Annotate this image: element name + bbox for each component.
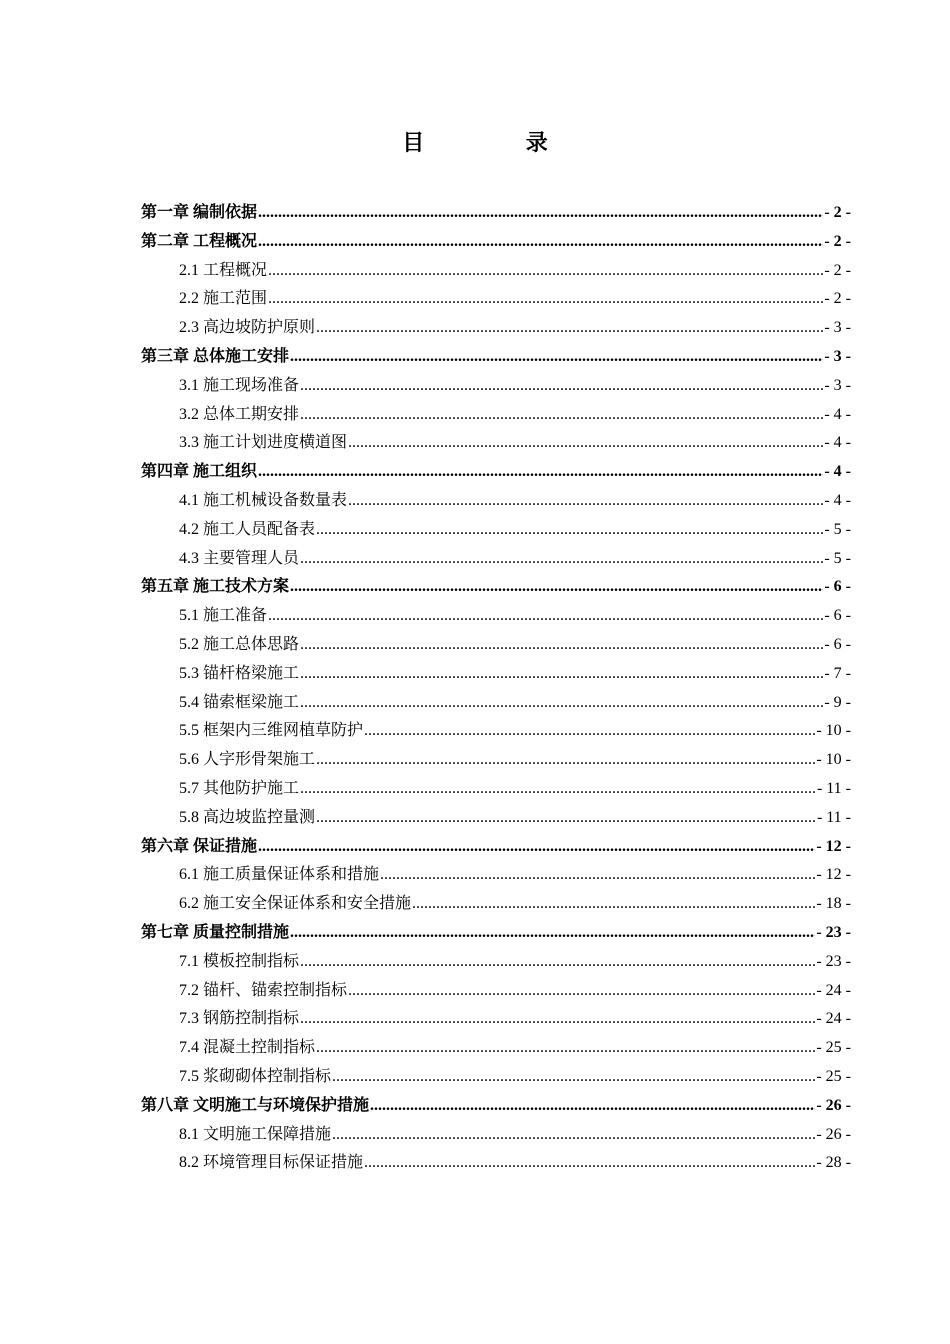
toc-section-entry[interactable]	[141, 401, 851, 430]
toc-entry-label: 第四章 施工组织	[141, 463, 258, 481]
toc-entry-label: 5.5 框架内三维网植草防护	[179, 722, 364, 740]
toc-section-entry[interactable]	[141, 487, 851, 516]
dot-leader	[258, 458, 823, 487]
toc-section-entry[interactable]	[141, 285, 851, 314]
toc-title: 目 录	[402, 130, 596, 155]
toc-page-number: - 25 -	[816, 1067, 851, 1085]
toc-page-number: - 11 -	[816, 779, 851, 797]
toc-page-number: - 7 -	[824, 664, 851, 682]
dot-leader	[332, 1063, 815, 1092]
toc-chapter-entry[interactable]	[141, 458, 851, 487]
toc-page-number: - 12 -	[816, 837, 851, 855]
dot-leader	[348, 977, 815, 1006]
toc-page-number: - 11 -	[816, 808, 851, 826]
toc-entry-label: 8.2 环境管理目标保证措施	[179, 1154, 364, 1172]
toc-page-number: - 18 -	[816, 895, 851, 913]
toc-page-number: - 6 -	[824, 607, 851, 625]
toc-chapter-entry[interactable]	[141, 343, 851, 372]
toc-page-number: - 10 -	[816, 751, 851, 769]
toc-entry-label: 2.1 工程概况	[179, 261, 268, 279]
toc-section-entry[interactable]	[141, 746, 851, 775]
toc-page-number: - 25 -	[816, 1039, 851, 1057]
dot-leader	[300, 372, 823, 401]
toc-section-entry[interactable]	[141, 257, 851, 286]
toc-page-number: - 3 -	[824, 347, 851, 365]
toc-page-number: - 3 -	[824, 376, 851, 394]
toc-entry-label: 5.4 锚索框梁施工	[179, 693, 300, 711]
toc-section-entry[interactable]	[141, 602, 851, 631]
dot-leader	[316, 804, 816, 833]
toc-section-entry[interactable]	[141, 1149, 851, 1178]
toc-section-entry[interactable]	[141, 660, 851, 689]
dot-leader	[268, 257, 823, 286]
toc-section-entry[interactable]	[141, 804, 851, 833]
table-of-contents	[141, 199, 851, 1178]
toc-entry-label: 5.2 施工总体思路	[179, 635, 300, 653]
dot-leader	[316, 1034, 815, 1063]
toc-page-number: - 23 -	[816, 923, 851, 941]
dot-leader	[290, 343, 823, 372]
toc-section-entry[interactable]	[141, 775, 851, 804]
toc-page-number: - 2 -	[824, 204, 851, 221]
toc-entry-label: 第八章 文明施工与环境保护措施	[141, 1096, 370, 1114]
toc-entry-label: 5.7 其他防护施工	[179, 779, 300, 797]
toc-page-number: - 24 -	[816, 1010, 851, 1028]
toc-page-number: - 23 -	[816, 952, 851, 970]
toc-chapter-entry[interactable]	[141, 228, 851, 257]
dot-leader	[316, 516, 823, 545]
dot-leader	[258, 199, 823, 228]
toc-section-entry[interactable]	[141, 429, 851, 458]
toc-page-number: - 2 -	[824, 290, 851, 308]
toc-entry-label: 7.2 锚杆、锚索控制指标	[179, 981, 348, 999]
dot-leader	[290, 919, 815, 948]
dot-leader	[316, 314, 823, 343]
toc-section-entry[interactable]	[141, 717, 851, 746]
toc-entry-label: 8.1 文明施工保障措施	[179, 1125, 332, 1143]
toc-page-number: - 26 -	[816, 1096, 851, 1114]
dot-leader	[300, 401, 823, 430]
dot-leader	[300, 689, 823, 718]
dot-leader	[380, 861, 815, 890]
dot-leader	[268, 602, 823, 631]
toc-entry-label: 4.1 施工机械设备数量表	[179, 491, 348, 509]
dot-leader	[364, 717, 815, 746]
toc-entry-label: 第三章 总体施工安排	[141, 347, 290, 365]
toc-entry-label: 3.2 总体工期安排	[179, 405, 300, 423]
toc-entry-label: 5.6 人字形骨架施工	[179, 751, 316, 769]
toc-page-number: - 28 -	[816, 1154, 851, 1172]
toc-chapter-entry[interactable]	[141, 919, 851, 948]
toc-page-number: - 5 -	[824, 520, 851, 538]
dot-leader	[300, 631, 823, 660]
toc-entry-label: 第五章 施工技术方案	[141, 578, 290, 596]
toc-section-entry[interactable]	[141, 516, 851, 545]
dot-leader	[300, 775, 816, 804]
toc-entry-label: 5.3 锚杆格梁施工	[179, 664, 300, 682]
toc-page-number: - 9 -	[824, 693, 851, 711]
toc-entry-label: 第一章 编制依据	[141, 204, 258, 221]
toc-section-entry[interactable]	[141, 861, 851, 890]
toc-section-entry[interactable]	[141, 1005, 851, 1034]
dot-leader	[412, 890, 815, 919]
toc-page-number: - 4 -	[824, 463, 851, 481]
toc-page-number: - 4 -	[824, 405, 851, 423]
toc-section-entry[interactable]	[141, 1121, 851, 1150]
dot-leader	[300, 660, 823, 689]
toc-page-number: - 5 -	[824, 549, 851, 567]
dot-leader	[290, 573, 823, 602]
toc-page-number: - 26 -	[816, 1125, 851, 1143]
toc-entry-label: 5.1 施工准备	[179, 607, 268, 625]
toc-page-number: - 6 -	[824, 635, 851, 653]
dot-leader	[364, 1149, 815, 1178]
toc-entry-label: 6.1 施工质量保证体系和措施	[179, 866, 380, 884]
dot-leader	[268, 285, 823, 314]
toc-page-number: - 10 -	[816, 722, 851, 740]
toc-section-entry[interactable]	[141, 1034, 851, 1063]
toc-page-number: - 12 -	[816, 866, 851, 884]
toc-page-number: - 2 -	[824, 232, 851, 250]
toc-entry-label: 4.2 施工人员配备表	[179, 520, 316, 538]
toc-section-entry[interactable]	[141, 631, 851, 660]
toc-page-number: - 3 -	[824, 319, 851, 337]
dot-leader	[258, 228, 823, 257]
toc-section-entry[interactable]	[141, 1063, 851, 1092]
dot-leader	[370, 1092, 815, 1121]
toc-page-number: - 4 -	[824, 491, 851, 509]
toc-section-entry[interactable]	[141, 372, 851, 401]
toc-entry-label: 7.5 浆砌砌体控制指标	[179, 1067, 332, 1085]
toc-entry-label: 第七章 质量控制措施	[141, 923, 290, 941]
toc-chapter-entry[interactable]	[141, 573, 851, 602]
toc-section-entry[interactable]	[141, 545, 851, 574]
toc-section-entry[interactable]	[141, 890, 851, 919]
toc-entry-label: 3.1 施工现场准备	[179, 376, 300, 394]
toc-chapter-entry[interactable]	[141, 833, 851, 862]
toc-entry-label: 第二章 工程概况	[141, 232, 258, 250]
dot-leader	[348, 429, 823, 458]
dot-leader	[300, 545, 823, 574]
toc-entry-label: 第六章 保证措施	[141, 837, 258, 855]
toc-entry-label: 6.2 施工安全保证体系和安全措施	[179, 895, 412, 913]
toc-entry-label: 2.3 高边坡防护原则	[179, 319, 316, 337]
toc-page-number: - 24 -	[816, 981, 851, 999]
toc-entry-label: 2.2 施工范围	[179, 290, 268, 308]
toc-chapter-entry[interactable]	[141, 1092, 851, 1121]
dot-leader	[332, 1121, 815, 1150]
dot-leader	[300, 1005, 815, 1034]
toc-page-number: - 2 -	[824, 261, 851, 279]
toc-section-entry[interactable]	[141, 948, 851, 977]
toc-section-entry[interactable]	[141, 314, 851, 343]
dot-leader	[258, 833, 815, 862]
dot-leader	[316, 746, 815, 775]
toc-chapter-entry[interactable]	[141, 199, 851, 228]
toc-section-entry[interactable]	[141, 977, 851, 1006]
toc-page-number: - 4 -	[824, 434, 851, 452]
toc-entry-label: 7.3 钢筋控制指标	[179, 1010, 300, 1028]
dot-leader	[300, 948, 815, 977]
toc-entry-label: 3.3 施工计划进度横道图	[179, 434, 348, 452]
dot-leader	[348, 487, 823, 516]
toc-entry-label: 5.8 高边坡监控量测	[179, 808, 316, 826]
toc-page-number: - 6 -	[824, 578, 851, 596]
toc-section-entry[interactable]	[141, 689, 851, 718]
toc-entry-label: 7.1 模板控制指标	[179, 952, 300, 970]
toc-entry-label: 4.3 主要管理人员	[179, 549, 300, 567]
toc-entry-label: 7.4 混凝土控制指标	[179, 1039, 316, 1057]
